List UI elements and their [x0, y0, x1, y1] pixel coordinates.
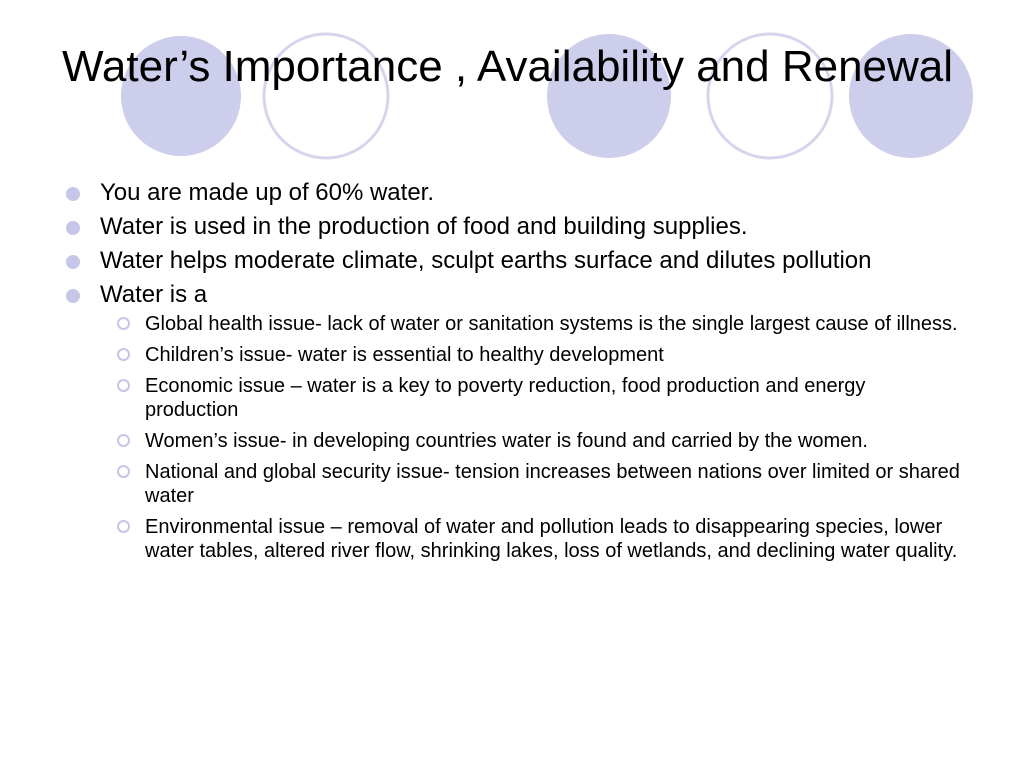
bullet-ring-icon: [117, 520, 130, 533]
bullet-text: Water is a: [100, 281, 208, 308]
sub-bullet-text: Environmental issue – removal of water and pollution leads to disappearing species, lower water tables, altered river flow, shrinking lakes, loss of wetlands, and declining water quality.: [145, 516, 958, 562]
bullet-ring-icon: [117, 465, 130, 478]
sub-bullet-item: [114, 460, 962, 508]
bullet-ring-icon: [117, 317, 130, 330]
bullet-dot-icon: [66, 221, 80, 235]
bullet-item: [62, 282, 962, 563]
bullet-item: [62, 248, 962, 274]
bullet-text: Water helps moderate climate, sculpt earths surface and dilutes pollution: [100, 247, 872, 274]
bullet-item: [62, 214, 962, 240]
sub-bullet-text: Children’s issue- water is essential to healthy development: [145, 344, 664, 366]
sub-bullet-item: [114, 515, 962, 563]
bullet-ring-icon: [117, 434, 130, 447]
slide-title: Water’s Importance , Availability and Renewal: [62, 42, 954, 91]
bullet-dot-icon: [66, 255, 80, 269]
sub-bullet-text: Global health issue- lack of water or sanitation systems is the single largest cause of illness.: [145, 313, 958, 335]
bullet-list: [62, 180, 962, 571]
bullet-dot-icon: [66, 187, 80, 201]
bullet-text: You are made up of 60% water.: [100, 179, 435, 206]
bullet-dot-icon: [66, 289, 80, 303]
sub-bullet-list: [100, 312, 962, 563]
bullet-ring-icon: [117, 348, 130, 361]
sub-bullet-text: Women’s issue- in developing countries water is found and carried by the women.: [145, 430, 868, 452]
sub-bullet-item: [114, 312, 962, 336]
sub-bullet-item: [114, 429, 962, 453]
sub-bullet-text: National and global security issue- tension increases between nations over limited or shared water: [145, 461, 960, 507]
bullet-item: [62, 180, 962, 206]
sub-bullet-item: [114, 343, 962, 367]
sub-bullet-text: Economic issue – water is a key to poverty reduction, food production and energy production: [145, 375, 866, 421]
sub-bullet-item: [114, 374, 962, 422]
bullet-text: Water is used in the production of food and building supplies.: [100, 213, 748, 240]
bullet-ring-icon: [117, 379, 130, 392]
